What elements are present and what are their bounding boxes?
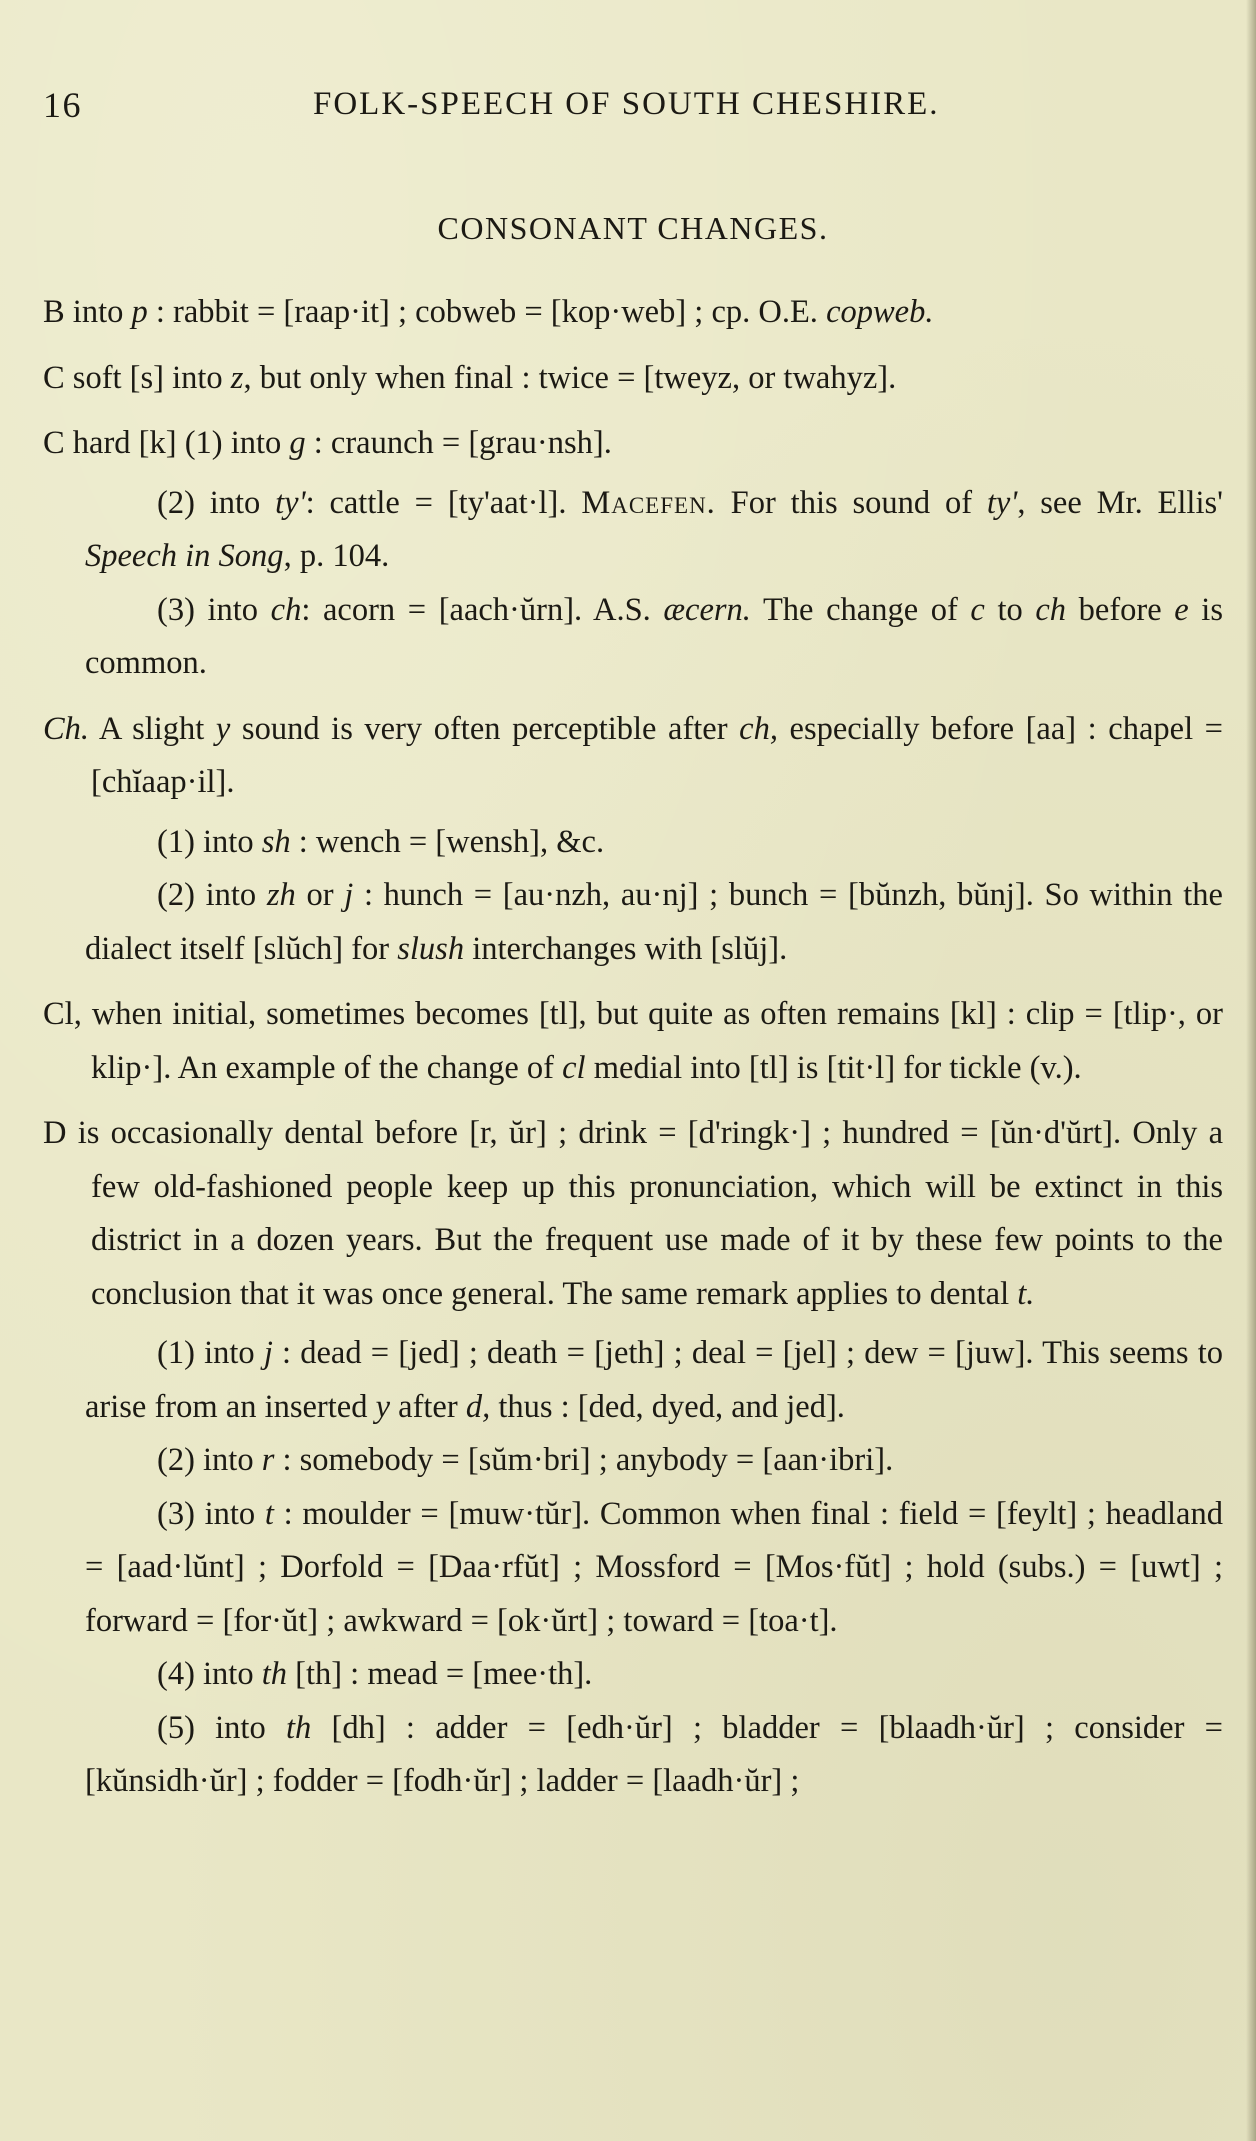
page-edge-shadow (1246, 0, 1256, 2141)
sub-head: (5) into (157, 1709, 286, 1746)
sub-letter: th (261, 1656, 287, 1692)
sub-letter: r (261, 1442, 275, 1478)
entry-c-soft-letter: z (230, 359, 244, 396)
sub-text: : hunch = [au·nzh, au·nj] ; bunch = [bŭnzh, bŭnj]. So within the dialect itself [slŭch] for (85, 877, 1223, 967)
entry-cl (43, 988, 1223, 1095)
entry-c-hard-head: C hard [k] (1) into (43, 425, 290, 461)
sub-text: : somebody = [sŭm·bri] ; anybody = [aan·ibri]. (274, 1442, 894, 1478)
sub-italic: y (375, 1388, 391, 1425)
entry-d (43, 1107, 1223, 1321)
sub-head: (3) into (157, 1495, 265, 1532)
entry-italic: cl (562, 1049, 586, 1086)
body-text (43, 286, 1223, 1809)
sub-text: to (984, 591, 1036, 628)
entry-text: especially before [aa] : chapel = [chĭaap·il]. (91, 710, 1224, 800)
entry-c-soft-text: , but only when final : twice = [tweyz, or twahyz]. (243, 359, 897, 396)
sub-italic: c (970, 591, 985, 628)
sub-head: (1) into (157, 823, 262, 860)
sub-text: thus : [ded, dyed, and jed]. (490, 1388, 845, 1425)
entry-c-soft-head: C soft [s] into (43, 359, 231, 396)
entry-ch-sub-2 (43, 869, 1223, 976)
sub-text: , see Mr. Ellis' (1017, 484, 1223, 521)
entry-b-head: B into (43, 294, 132, 330)
sub-text: before (1066, 591, 1175, 628)
place-name-macefen: Macefen. (581, 484, 716, 521)
page-number: 16 (43, 85, 82, 125)
entry-text: medial into [tl] is [tit·l] for tickle (v.). (585, 1049, 1082, 1086)
sub-letter: j (263, 1335, 273, 1371)
sub-text: : moulder = [muw·tŭr]. Common when final : field = [feylt] ; headland = [aad·lŭnt] ; Dorfold = [Daa·rfŭt] ; Mossford = [Mos·fŭt] ; hold (subs.) = [uwt] ; forward = [for·ŭt] ; awkward = [ok·ŭrt] ; toward = [toa·t]. (85, 1495, 1223, 1639)
entry-b (43, 286, 1223, 340)
entry-d-sub-4 (43, 1648, 1223, 1702)
sub-text: of (930, 591, 971, 628)
entry-c-hard-sub-3 (43, 584, 1223, 691)
entry-text: Cl, when initial, sometimes becomes [tl], but quite as often remains [kl] : clip = [tlip·, or klip·]. An example of the change of (43, 996, 1223, 1086)
sub-letter: zh (266, 877, 296, 913)
entry-d-sub-2 (43, 1434, 1223, 1488)
sub-italic: æcern. (663, 591, 751, 628)
entry-c-hard-sub-2 (43, 477, 1223, 584)
entry-d-sub-5 (43, 1702, 1223, 1809)
sub-text: [th] : mead = [mee·th]. (287, 1656, 593, 1692)
sub-text: : acorn = [aach·ŭrn]. A.S. (301, 591, 664, 628)
entry-ch-sub-1 (43, 816, 1223, 870)
entry-b-italic-word: copweb. (826, 294, 934, 330)
sub-text: : dead = [jed] ; death = [jeth] ; deal = [jel] ; dew = [juw]. This seems to arise from an inserted (85, 1335, 1223, 1425)
entry-c-hard (43, 417, 1223, 471)
entry-c-soft (43, 352, 1223, 406)
sub-text: is common. (85, 591, 1223, 681)
entry-text: sound is very often perceptible after (230, 710, 740, 747)
running-head: FOLK-SPEECH OF SOUTH CHESHIRE. (313, 86, 940, 122)
sub-text: [dh] : adder = [edh·ŭr] ; bladder = [blaadh·ŭr] ; consider = [kŭnsidh·ŭr] ; fodder = [fodh·ŭr] ; ladder = [laadh·ŭr] ; (85, 1709, 1223, 1799)
entry-d-sub-3 (43, 1488, 1223, 1649)
sub-text: interchanges with [slŭj]. (464, 930, 788, 967)
book-title: Speech in Song (85, 538, 284, 574)
entry-italic: y (215, 710, 231, 747)
entry-b-text: : rabbit = [raap·it] ; cobweb = [kop·web] ; cp. O.E. (147, 294, 827, 330)
sub-letter: ty' (275, 484, 306, 521)
sub-text: after (390, 1388, 466, 1425)
sub-head: (3) into (157, 591, 271, 628)
sub-head: (1) into (157, 1335, 264, 1371)
sub-italic: e (1174, 591, 1189, 628)
entry-c-hard-text: : craunch = [grau·nsh]. (305, 425, 612, 461)
sub-head: (4) into (157, 1656, 262, 1692)
entry-ch (43, 703, 1223, 810)
sub-text: For this sound of (715, 484, 973, 521)
entry-text: A slight (89, 710, 216, 747)
sub-head: (2) into (157, 1442, 262, 1478)
sub-text: The change (750, 591, 919, 628)
entry-ch-head: Ch. (43, 710, 90, 747)
entry-italic: ch, (739, 710, 778, 747)
sub-italic: ch (1035, 591, 1067, 628)
sub-letter: ch (270, 591, 302, 628)
sub-letter: t (264, 1495, 274, 1532)
entry-b-letter: p (131, 294, 148, 330)
sub-italic: d, (465, 1388, 491, 1425)
sub-head: (2) into (157, 877, 267, 913)
sub-head: (2) into (157, 484, 276, 521)
sub-letter: sh (261, 823, 291, 860)
entry-italic: t. (1017, 1275, 1035, 1312)
sub-italic: ty' (986, 484, 1018, 521)
section-title: CONSONANT CHANGES. (437, 210, 829, 246)
sub-italic: slush (397, 930, 465, 967)
sub-text: , p. 104. (283, 538, 390, 574)
sub-letter: th (285, 1709, 312, 1746)
entry-text: D is occasionally dental before [r, ŭr] ; drink = [d'ringk·] ; hundred = [ŭn·d'ŭrt]. Only a few old-fashioned people keep up this pronunciation, which will be extinct in this district in a dozen years. But the frequent use made of it by these few points to the conclusion that it was once general. The same remark applies to dental (43, 1115, 1223, 1312)
sub-text: or (295, 877, 345, 913)
sub-letter: j (344, 877, 354, 913)
sub-text: : cattle = [ty'aat·l]. (305, 484, 582, 521)
page-header (43, 84, 1223, 134)
sub-text: : wench = [wensh], &c. (290, 823, 605, 860)
entry-c-hard-letter: g (289, 425, 306, 461)
entry-d-sub-1 (43, 1327, 1223, 1434)
